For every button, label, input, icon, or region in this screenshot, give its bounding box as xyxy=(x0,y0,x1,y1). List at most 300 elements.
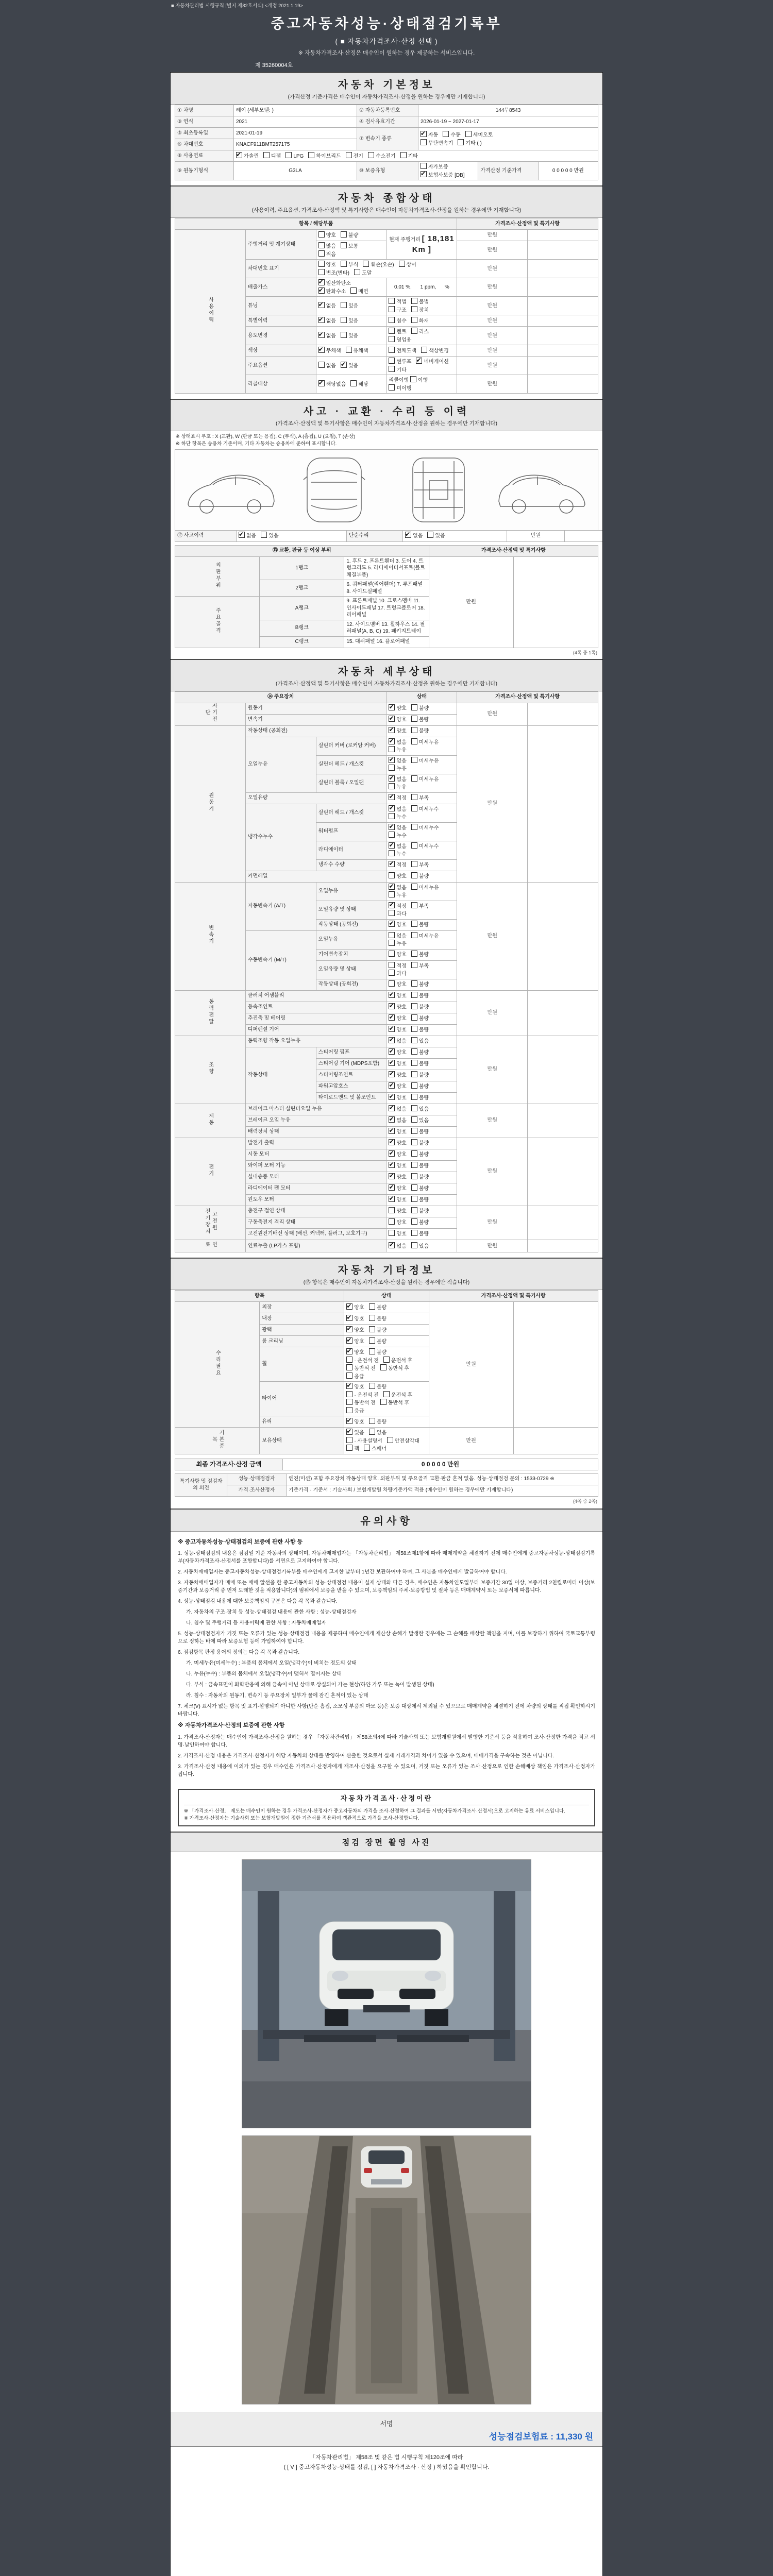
notice-body xyxy=(171,1532,602,1786)
checkbox-없음[interactable] xyxy=(389,757,395,763)
checkbox-없음[interactable] xyxy=(239,532,245,538)
checkbox-많음[interactable] xyxy=(318,242,325,248)
checkbox-동반석 후[interactable] xyxy=(380,1399,386,1405)
checkbox-전기[interactable] xyxy=(346,152,352,158)
option: 불량 xyxy=(369,1337,386,1346)
notice-line: 1. 성능·상태점검의 내용은 점검일 기준 자동차의 상태이며, 자동차매매업자는 「자동차관리법」 제58조제1항에 따라 매매계약을 체결하기 전에 매수인에게 중고자동차성능·상태점검기록부(자동차가격조사·산정서를 포함합니다)를 서면으로 고지하여야 합니다. xyxy=(178,1551,595,1564)
notice-line: ※ 중고자동차성능·상태점검의 보증에 관한 사항 등 xyxy=(178,1538,303,1545)
option: ✔없음 xyxy=(389,738,406,747)
option: ✔ 없음 xyxy=(389,1242,406,1250)
checkbox-자동[interactable] xyxy=(421,131,427,137)
checkbox-부족[interactable] xyxy=(411,962,417,968)
checkbox-미세누유[interactable] xyxy=(411,932,417,938)
label-cell: 기어변속장치 xyxy=(316,949,386,960)
option: ✔ 있음 xyxy=(341,362,358,370)
option: 불량 xyxy=(411,980,429,989)
checkbox-불량[interactable] xyxy=(411,1230,417,1236)
checkbox-적정[interactable] xyxy=(389,861,395,867)
value-cell xyxy=(386,725,457,737)
option: · 사용설명서 xyxy=(346,1437,382,1445)
label-cell: 오일유량 및 상태 xyxy=(316,960,386,979)
label-cell: ④ 검사유효기간 xyxy=(357,116,418,128)
checkbox-영업용[interactable] xyxy=(389,336,395,342)
checkbox-양호[interactable] xyxy=(318,261,325,267)
checkbox-색상변경[interactable] xyxy=(421,347,427,353)
checkbox-양호[interactable] xyxy=(389,704,395,710)
value-cell xyxy=(386,871,457,882)
etc-info-table xyxy=(175,1290,598,1454)
option: 과다 xyxy=(389,970,406,978)
label-cell: 변속기 xyxy=(175,882,246,990)
option: 렌트 xyxy=(389,328,406,336)
option: 전기 xyxy=(346,152,363,160)
value-cell xyxy=(316,315,386,327)
option: ✔ 양호 xyxy=(389,1173,406,1181)
checkbox-미세누수[interactable] xyxy=(411,842,417,849)
checkbox-불량[interactable] xyxy=(411,1184,417,1191)
section-accident-title: 사고 · 교환 · 수리 등 이력 xyxy=(303,406,470,417)
option: ✔ 양호 xyxy=(389,1162,406,1170)
checkbox-변조(변타)[interactable] xyxy=(318,269,325,275)
checkbox-양호[interactable] xyxy=(389,1082,395,1089)
checkbox-양호[interactable] xyxy=(389,1162,395,1168)
checkbox-양호[interactable] xyxy=(389,872,395,878)
checkbox-양호[interactable] xyxy=(346,1418,352,1424)
option: 하이브리드 xyxy=(308,152,341,160)
value-cell: 만원 xyxy=(457,241,528,260)
checkbox-누유[interactable] xyxy=(389,891,395,897)
checkbox-· 운전석 전[interactable] xyxy=(346,1391,352,1397)
checkbox-매연[interactable] xyxy=(350,287,357,294)
checkbox-잭[interactable] xyxy=(346,1445,352,1451)
option: 상이 xyxy=(399,261,416,269)
checkbox-스패너[interactable] xyxy=(364,1445,370,1451)
checkbox-디젤[interactable] xyxy=(263,152,270,158)
checkbox-없음[interactable] xyxy=(318,362,325,368)
label-cell: 추진축 및 베어링 xyxy=(245,1013,386,1024)
checkbox-부식[interactable] xyxy=(341,261,347,267)
option: ✔없음 xyxy=(389,884,406,892)
checkbox-수소전기[interactable] xyxy=(368,152,374,158)
checkbox-양호[interactable] xyxy=(346,1303,352,1310)
checkbox-불량[interactable] xyxy=(369,1418,375,1424)
checkbox-없음[interactable] xyxy=(389,1242,395,1248)
checkbox-양호[interactable] xyxy=(318,231,325,238)
checkbox-없음[interactable] xyxy=(405,532,411,538)
checkbox-이행[interactable] xyxy=(410,376,416,382)
value-cell xyxy=(386,1024,457,1036)
checkbox-없음[interactable] xyxy=(389,1116,395,1123)
value-cell xyxy=(513,1428,598,1454)
checkbox-불량[interactable] xyxy=(411,992,417,998)
option: ✔ 없음 xyxy=(318,302,336,310)
option: ✔ 양호 xyxy=(389,727,406,735)
checkbox-적법[interactable] xyxy=(389,298,395,304)
label-cell: 냉각수 수량 xyxy=(316,859,386,871)
value-cell xyxy=(386,1194,457,1206)
option: 불량 xyxy=(411,1150,429,1159)
checkbox-적정[interactable] xyxy=(389,902,395,908)
value-cell: 만원 xyxy=(457,315,528,327)
checkbox-응급[interactable] xyxy=(346,1372,352,1379)
checkbox-동반석 전[interactable] xyxy=(346,1399,352,1405)
value-cell xyxy=(316,345,386,357)
checkbox-양호[interactable] xyxy=(389,1014,395,1021)
checkbox-양호[interactable] xyxy=(389,951,395,957)
option: 불량 xyxy=(411,1184,429,1193)
checkbox-누유[interactable] xyxy=(389,765,395,771)
checkbox-양호[interactable] xyxy=(389,980,395,987)
option: 응급 xyxy=(346,1372,364,1381)
option: 누유 xyxy=(389,940,406,948)
option: ✔ 해당없음 xyxy=(318,380,346,388)
checkbox-렌트[interactable] xyxy=(389,328,395,334)
checkbox-기타 ( )[interactable] xyxy=(458,139,464,145)
option: 불량 xyxy=(411,1003,429,1011)
checkbox-불량[interactable] xyxy=(411,980,417,987)
checkbox-응급[interactable] xyxy=(346,1407,352,1413)
checkbox-불법[interactable] xyxy=(411,298,417,304)
value-cell xyxy=(403,530,507,541)
checkbox-양호[interactable] xyxy=(389,716,395,722)
value-cell xyxy=(344,1347,429,1382)
checkbox-양호[interactable] xyxy=(389,1128,395,1134)
checkbox-양호[interactable] xyxy=(346,1337,352,1344)
checkbox-상이[interactable] xyxy=(399,261,405,267)
value-cell xyxy=(316,260,457,278)
option: 누유 xyxy=(389,891,406,900)
option: 불량 xyxy=(369,1418,386,1426)
checkbox-· 사용설명서[interactable] xyxy=(346,1437,352,1443)
section-comp-header xyxy=(171,185,602,218)
checkbox-누수[interactable] xyxy=(389,850,395,856)
checkbox-장치[interactable] xyxy=(411,306,417,312)
checkbox-없음[interactable] xyxy=(389,824,395,830)
checkbox-불량[interactable] xyxy=(411,1128,417,1134)
option: 무단변속기 xyxy=(421,139,453,147)
inspection-photo-front-lift xyxy=(242,1859,531,2128)
checkbox-기타[interactable] xyxy=(389,366,395,372)
value-cell xyxy=(418,128,598,150)
option: ✔ 양호 xyxy=(389,921,406,929)
checkbox-미세누유[interactable] xyxy=(411,775,417,782)
checkbox-불량[interactable] xyxy=(411,727,417,733)
checkbox-동반석 후[interactable] xyxy=(380,1364,386,1370)
checkbox-없음[interactable] xyxy=(389,884,395,890)
notice-line: 가. 미세누유(미세누수) : 부품의 몸체에서 오일(냉각수)이 비치는 정도의 상태 xyxy=(186,1660,357,1666)
checkbox-있음[interactable] xyxy=(427,532,433,538)
value-cell: 만원 xyxy=(457,357,528,375)
option: ✔없음 xyxy=(389,805,406,814)
checkbox-보험사보증 [DB][interactable] xyxy=(421,171,427,177)
checkbox-무단변속기[interactable] xyxy=(421,139,427,145)
option: 불량 xyxy=(411,727,429,735)
value-cell xyxy=(237,530,347,541)
checkbox-가솔린[interactable] xyxy=(236,152,242,158)
checkbox-하이브리드[interactable] xyxy=(308,152,314,158)
checkbox-불량[interactable] xyxy=(411,1060,417,1066)
checkbox-있음[interactable] xyxy=(261,532,267,538)
option: 부족 xyxy=(411,861,429,869)
checkbox-유채색[interactable] xyxy=(346,347,352,353)
checkbox-불량[interactable] xyxy=(411,704,417,710)
option: 없음 xyxy=(318,362,336,370)
checkbox-불량[interactable] xyxy=(411,1173,417,1179)
checkbox-있음[interactable] xyxy=(341,332,347,338)
checkbox-양호[interactable] xyxy=(389,1139,395,1145)
option: ✔ 양호 xyxy=(346,1315,364,1323)
checkbox-양호[interactable] xyxy=(346,1315,352,1321)
inspection-photo-underbody xyxy=(242,2136,531,2404)
checkbox-양호[interactable] xyxy=(389,1094,395,1100)
value-cell xyxy=(386,930,457,949)
checkbox-· 운전석 전[interactable] xyxy=(346,1357,352,1363)
value-cell xyxy=(386,1092,457,1104)
option: ✔탄화수소 xyxy=(318,287,346,296)
checkbox-누유[interactable] xyxy=(389,783,395,789)
checkbox-없음[interactable] xyxy=(369,1429,375,1435)
checkbox-불량[interactable] xyxy=(411,1207,417,1213)
car-underbody-diagram xyxy=(391,454,486,526)
price-survey-info-box xyxy=(178,1789,595,1827)
checkbox-수동[interactable] xyxy=(443,131,449,137)
checkbox-전체도색[interactable] xyxy=(389,347,395,353)
section-detail-header xyxy=(171,659,602,691)
value-cell xyxy=(316,230,386,241)
label-cell: 제동 xyxy=(175,1104,246,1138)
checkbox-양호[interactable] xyxy=(389,1230,395,1236)
value-cell: 만원 xyxy=(457,297,528,315)
checkbox-불량[interactable] xyxy=(369,1326,375,1332)
table-header-cell: 상태 xyxy=(386,691,457,703)
checkbox-훼손(오손)[interactable] xyxy=(363,261,369,267)
checkbox-있음[interactable] xyxy=(411,1242,417,1248)
checkbox-불량[interactable] xyxy=(411,1139,417,1145)
checkbox-불량[interactable] xyxy=(411,951,417,957)
option: 운전석 후 xyxy=(383,1391,412,1399)
option: 동반석 전 xyxy=(346,1364,375,1372)
document-number: 제 35260004호 xyxy=(255,62,293,69)
value-cell: 기준가격 · 기준서 : 기술사회 / 보험개발원 차량기준가액 적용 (매수인이 원하는 경우에만 기재합니다) xyxy=(287,1485,598,1496)
checkbox-미세누유[interactable] xyxy=(411,738,417,744)
option: ✔ 적정 xyxy=(389,794,406,802)
checkbox-있음[interactable] xyxy=(411,1105,417,1111)
checkbox-양호[interactable] xyxy=(346,1326,352,1332)
checkbox-해당없음[interactable] xyxy=(318,380,325,386)
checkbox-화재[interactable] xyxy=(411,317,417,323)
section-photos-header: 점검 장면 촬영 사진 xyxy=(171,1832,602,1852)
checkbox-적음[interactable] xyxy=(318,250,325,257)
checkbox-부족[interactable] xyxy=(411,861,417,867)
checkbox-적정[interactable] xyxy=(389,794,395,800)
checkbox-있음[interactable] xyxy=(341,362,347,368)
option: 미세누수 xyxy=(411,805,439,814)
label-cell: 발전기 출력 xyxy=(245,1138,386,1149)
checkbox-자가보증[interactable] xyxy=(421,163,427,169)
label-cell: 기본품목 xyxy=(175,1428,260,1454)
value-cell xyxy=(316,241,386,260)
option: 양호 xyxy=(389,872,406,880)
option: 불량 xyxy=(411,1014,429,1023)
option: ✔양호 xyxy=(346,1348,364,1357)
value-cell xyxy=(386,1070,457,1081)
checkbox-없음[interactable] xyxy=(389,738,395,744)
checkbox-있음[interactable] xyxy=(411,1116,417,1123)
value-cell: 레이 (세부모델: ) xyxy=(234,105,357,116)
checkbox-있음[interactable] xyxy=(341,302,347,308)
checkbox-양호[interactable] xyxy=(389,1184,395,1191)
checkbox-부족[interactable] xyxy=(411,794,417,800)
checkbox-누수[interactable] xyxy=(389,813,395,819)
option: 매연 xyxy=(350,287,368,296)
value-cell: 15. 대쉬패널 16. 플로어패널 xyxy=(344,636,429,648)
checkbox-불량[interactable] xyxy=(411,1094,417,1100)
checkbox-불량[interactable] xyxy=(369,1315,375,1321)
checkbox-해당[interactable] xyxy=(350,380,357,386)
value-cell: 1. 후드 2. 프론트휀더 3. 도어 4. 트렁크리드 5. 라디에이터서포트(볼트체결부품) xyxy=(344,556,429,580)
value-cell xyxy=(528,990,598,1036)
checkbox-불량[interactable] xyxy=(341,231,347,238)
checkbox-없음[interactable] xyxy=(389,842,395,849)
checkbox-운전석 후[interactable] xyxy=(383,1357,390,1363)
checkbox-없음[interactable] xyxy=(389,1037,395,1043)
checkbox-양호[interactable] xyxy=(389,1048,395,1055)
checkbox-적정[interactable] xyxy=(389,962,395,968)
checkbox-일산화탄소[interactable] xyxy=(318,279,325,285)
checkbox-양호[interactable] xyxy=(389,1218,395,1225)
checkbox-양호[interactable] xyxy=(389,1173,395,1179)
checkbox-양호[interactable] xyxy=(389,1003,395,1009)
option: 보통 xyxy=(341,242,358,250)
checkbox-없음[interactable] xyxy=(389,805,395,811)
checkbox-불량[interactable] xyxy=(411,1196,417,1202)
checkbox-불량[interactable] xyxy=(411,1082,417,1089)
checkbox-양호[interactable] xyxy=(389,921,395,927)
checkbox-도말[interactable] xyxy=(354,269,360,275)
value-cell xyxy=(513,556,598,648)
checkbox-안전삼각대[interactable] xyxy=(387,1437,393,1443)
checkbox-운전석 후[interactable] xyxy=(383,1391,390,1397)
option: 불량 xyxy=(411,1128,429,1136)
value-cell xyxy=(386,979,457,990)
checkbox-양호[interactable] xyxy=(346,1348,352,1354)
checkbox-없음[interactable] xyxy=(318,302,325,308)
checkbox-있음[interactable] xyxy=(346,1429,352,1435)
value-cell xyxy=(386,901,457,919)
checkbox-불량[interactable] xyxy=(369,1303,375,1310)
checkbox-탄화수소[interactable] xyxy=(318,287,325,294)
checkbox-네비게이션[interactable] xyxy=(416,358,422,364)
option: 세미오토 xyxy=(465,131,493,139)
label-cell: ⑦ 변속기 종류 xyxy=(357,128,418,150)
checkbox-양호[interactable] xyxy=(389,1196,395,1202)
checkbox-미이행[interactable] xyxy=(389,384,395,391)
option: 누수 xyxy=(389,813,406,821)
checkbox-미세누유[interactable] xyxy=(411,757,417,763)
checkbox-양호[interactable] xyxy=(389,1207,395,1213)
checkbox-침수[interactable] xyxy=(389,317,395,323)
checkbox-미세누유[interactable] xyxy=(411,884,417,890)
checkbox-불량[interactable] xyxy=(411,921,417,927)
checkbox-불량[interactable] xyxy=(411,1071,417,1077)
label-cell: 전기 xyxy=(175,1138,246,1206)
value-cell: 만원 xyxy=(457,278,528,297)
notice-line: 7. 체크(V) 표시가 없는 항목 및 표기·설명되지 아니한 사항(단순 흠집, 소모성 부품의 마모 등)은 보증 대상에서 제외될 수 있으므로 매매계약을 체결하기 전에 차량의 상태를 직접 확인하시기 바랍니다. xyxy=(178,1704,595,1717)
label-cell: 연료 xyxy=(175,1240,246,1252)
checkbox-불량[interactable] xyxy=(411,1026,417,1032)
label-cell: 스티어링 펌프 xyxy=(316,1047,386,1058)
checkbox-불량[interactable] xyxy=(369,1348,375,1354)
checkbox-없음[interactable] xyxy=(389,775,395,782)
checkbox-없음[interactable] xyxy=(389,932,395,938)
checkbox-무채색[interactable] xyxy=(318,347,325,353)
value-cell: 만원 xyxy=(457,1138,528,1206)
checkbox-리스[interactable] xyxy=(411,328,417,334)
checkbox-없음[interactable] xyxy=(318,317,325,323)
label-cell: 등속조인트 xyxy=(245,1002,386,1013)
checkbox-과다[interactable] xyxy=(389,910,395,916)
checkbox-불량[interactable] xyxy=(411,1003,417,1009)
checkbox-미세누수[interactable] xyxy=(411,824,417,830)
checkbox-양호[interactable] xyxy=(389,727,395,733)
label-cell: ⑤ 최초등록일 xyxy=(175,128,234,139)
checkbox-미세누수[interactable] xyxy=(411,805,417,811)
checkbox-썬루프[interactable] xyxy=(389,358,395,364)
checkbox-불량[interactable] xyxy=(411,1218,417,1225)
checkbox-누유[interactable] xyxy=(389,940,395,946)
checkbox-양호[interactable] xyxy=(389,1026,395,1032)
checkbox-불량[interactable] xyxy=(411,1014,417,1021)
checkbox-있음[interactable] xyxy=(341,317,347,323)
checkbox-불량[interactable] xyxy=(411,1048,417,1055)
checkbox-불량[interactable] xyxy=(411,1150,417,1157)
option: 잭 xyxy=(346,1445,359,1453)
checkbox-세미오토[interactable] xyxy=(465,131,472,137)
checkbox-양호[interactable] xyxy=(346,1383,352,1389)
option: ✔ 양호 xyxy=(389,716,406,724)
checkbox-없음[interactable] xyxy=(318,332,325,338)
checkbox-LPG[interactable] xyxy=(285,152,292,158)
checkbox-불량[interactable] xyxy=(411,1162,417,1168)
checkbox-없음[interactable] xyxy=(389,1105,395,1111)
checkbox-불량[interactable] xyxy=(369,1337,375,1344)
checkbox-구조[interactable] xyxy=(389,306,395,312)
checkbox-보통[interactable] xyxy=(341,242,347,248)
checkbox-불량[interactable] xyxy=(411,872,417,878)
checkbox-기타[interactable] xyxy=(400,152,407,158)
checkbox-양호[interactable] xyxy=(389,1150,395,1157)
value-cell xyxy=(386,1013,457,1024)
label-cell: 실린더 헤드 / 개스킷 xyxy=(316,804,386,822)
checkbox-불량[interactable] xyxy=(411,716,417,722)
label-cell: 최종 가격조사·산정 금액 xyxy=(175,1459,283,1470)
checkbox-있음[interactable] xyxy=(411,1037,417,1043)
value-cell xyxy=(386,1217,457,1228)
checkbox-불량[interactable] xyxy=(369,1383,375,1389)
checkbox-동반석 전[interactable] xyxy=(346,1364,352,1370)
checkbox-양호[interactable] xyxy=(389,1071,395,1077)
checkbox-양호[interactable] xyxy=(389,1060,395,1066)
checkbox-과다[interactable] xyxy=(389,970,395,976)
checkbox-양호[interactable] xyxy=(389,992,395,998)
option: ✔ 없음 xyxy=(318,317,336,325)
checkbox-부족[interactable] xyxy=(411,902,417,908)
label-cell: ⑧ 사용연료 xyxy=(175,150,234,162)
checkbox-누유[interactable] xyxy=(389,746,395,752)
checkbox-누수[interactable] xyxy=(389,832,395,838)
label-cell: 커먼레일 xyxy=(245,871,386,882)
section-notice-header xyxy=(171,1509,602,1532)
